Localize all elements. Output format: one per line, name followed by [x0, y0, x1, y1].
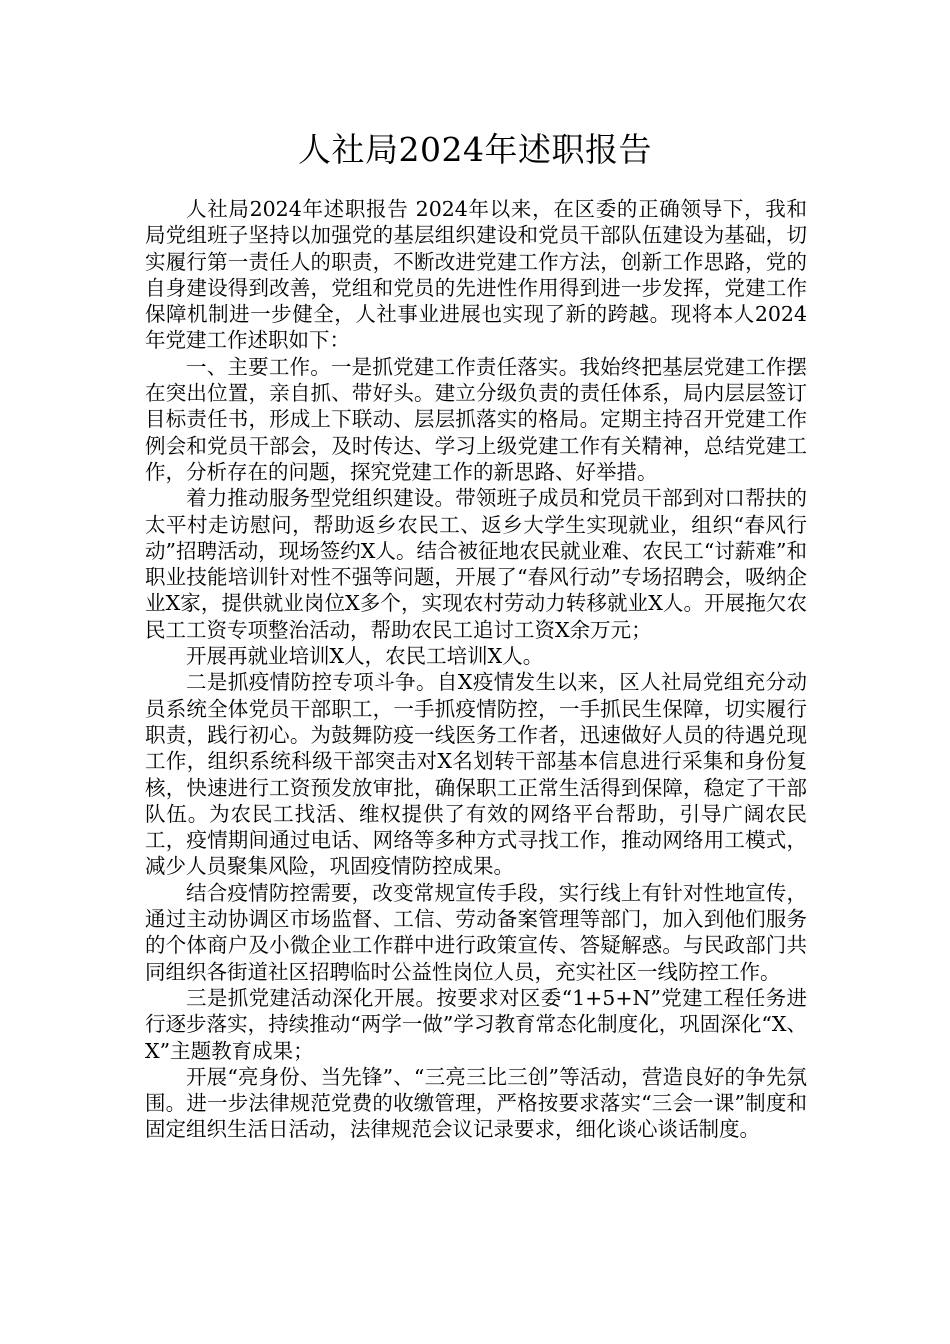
paragraph-service-party: 着力推动服务型党组织建设。带领班子成员和党员干部到对口帮扶的太平村走访慰问，帮助返乡农民工、返乡大学生实现就业，组织“春风行动”招聘活动，现场签约X人。结合被征地农民就业难、农民工“讨薪难”和职业技能培训针对性不强等问题，开展了“春风行动”专场招聘会，吸纳企业X家，提供就业岗位X多个，实现农村劳动力转移就业X人。开展拖欠农民工工资专项整治活动，帮助农民工追讨工资X余万元；: [145, 486, 807, 642]
paragraph-publicity: 结合疫情防控需要，改变常规宣传手段，实行线上有针对性地宣传，通过主动协调区市场监督、工信、劳动备案管理等部门，加入到他们服务的个体商户及小微企业工作群中进行政策宣传、答疑解惑。与民政部门共同组织各街道社区招聘临时公益性岗位人员，充实社区一线防控工作。: [145, 880, 807, 984]
paragraph-activities: 三是抓党建活动深化开展。按要求对区委“1+5+N”党建工程任务进行逐步落实，持续推动“两学一做”学习教育常态化制度化，巩固深化“X、X”主题教育成果；: [145, 985, 807, 1063]
document-body: [145, 196, 807, 1143]
paragraph-main-work: 一、主要工作。一是抓党建工作责任落实。我始终把基层党建工作摆在突出位置，亲自抓、带好头。建立分级负责的责任体系，局内层层签订目标责任书，形成上下联动、层层抓落实的格局。定期主持召开党建工作例会和党员干部会，及时传达、学习上级党建工作有关精神，总结党建工作，分析存在的问题，探究党建工作的新思路、好举措。: [145, 354, 807, 484]
document-title: 人社局2024年述职报告: [298, 130, 652, 169]
paragraph-training: 开展再就业培训X人，农民工培训X人。: [186, 644, 544, 669]
paragraph-intro: 人社局2024年述职报告 2024年以来，在区委的正确领导下，我和局党组班子坚持以加强党的基层组织建设和党员干部队伍建设为基础，切实履行第一责任人的职责，不断改进党建工作方法，创新工作思路，党的自身建设得到改善，党组和党员的先进性作用得到进一步发挥，党建工作保障机制进一步健全，人社事业进展也实现了新的跨越。现将本人2024年党建工作述职如下：: [145, 197, 807, 353]
paragraph-party-fees: 开展“亮身份、当先锋”、“三亮三比三创”等活动，营造良好的争先氛围。进一步法律规范党费的收缴管理，严格按要求落实“三会一课”制度和固定组织生活日活动，法律规范会议记录要求，细化谈心谈话制度。: [145, 1064, 807, 1142]
paragraph-epidemic: 二是抓疫情防控专项斗争。自X疫情发生以来，区人社局党组充分动员系统全体党员干部职工，一手抓疫情防控，一手抓民生保障，切实履行职责，践行初心。为鼓舞防疫一线医务工作者，迅速做好人员的待遇兑现工作，组织系统科级干部突击对X名划转干部基本信息进行采集和身份复核，快速进行工资预发放审批，确保职工正常生活得到保障，稳定了干部队伍。为农民工找活、维权提供了有效的网络平台帮助，引导广阔农民工，疫情期间通过电话、网络等多种方式寻找工作，推动网络用工模式，减少人员聚集风险，巩固疫情防控成果。: [145, 670, 807, 879]
